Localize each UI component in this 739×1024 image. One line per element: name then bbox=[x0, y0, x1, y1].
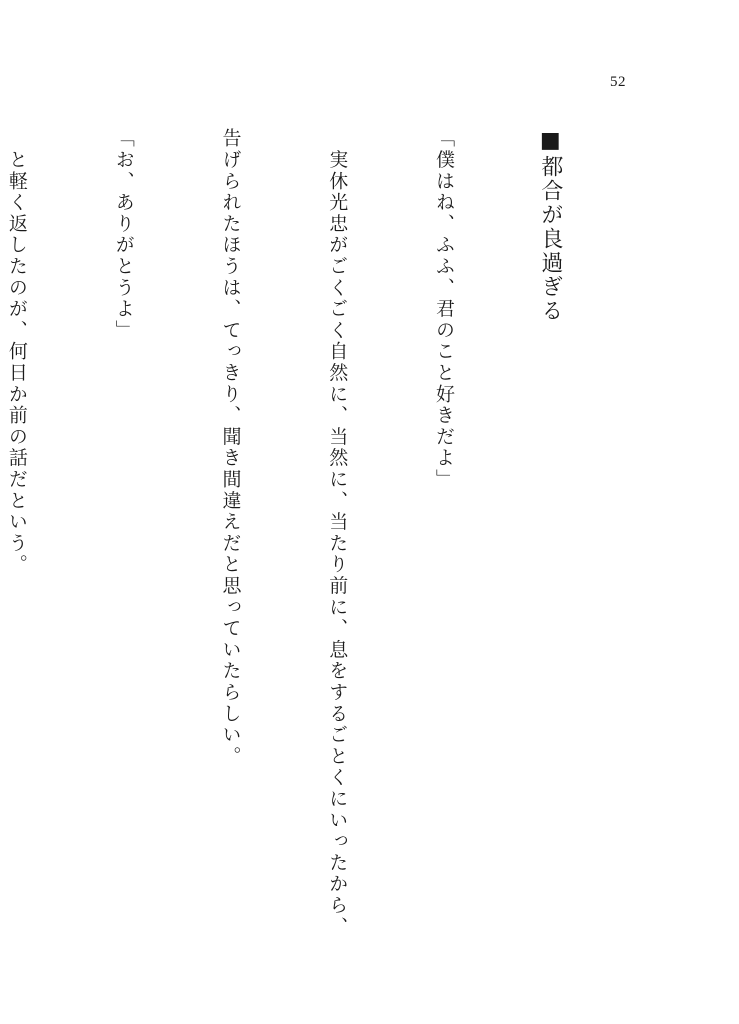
body-text bbox=[0, 128, 639, 958]
text-line: 実休光忠がごくごく自然に、当然に、当たり前に、息をするごとくにいったから、 bbox=[326, 128, 349, 938]
text-line: 「お、ありがとうよ」 bbox=[112, 128, 135, 341]
text-line: と軽く返したのが、何日か前の話だという。 bbox=[5, 128, 28, 576]
text-line: 「僕はね、ふふ、君のこと好きだよ」 bbox=[433, 128, 456, 491]
page-number: 52 bbox=[610, 74, 626, 90]
text-line: 告げられたほうは、てっきり、聞き間違えだと思っていたらしい。 bbox=[219, 128, 242, 767]
section-heading: ■都合が良過ぎる bbox=[537, 128, 563, 323]
